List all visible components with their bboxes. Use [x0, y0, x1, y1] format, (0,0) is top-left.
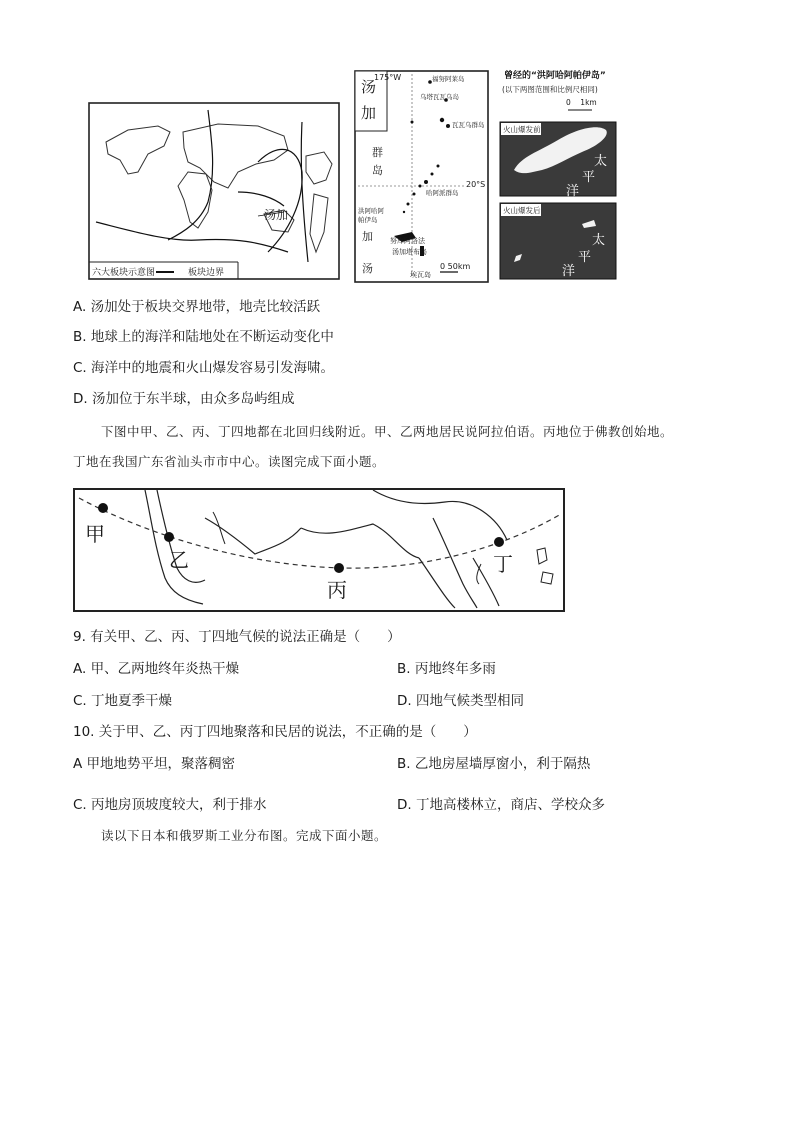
island-label: 瓦瓦乌群岛: [452, 121, 485, 129]
intro-line-1: 下图中甲、乙、丙、丁四地都在北回归线附近。甲、乙两地居民说阿拉伯语。丙地位于佛教创始地。: [101, 424, 674, 439]
option-d: D. 汤加位于东半球，由众多岛屿组成: [73, 391, 295, 407]
island-label: 乌塔瓦瓦乌岛: [420, 93, 459, 101]
option-c: C. 海洋中的地震和火山爆发容易引发海啸。: [73, 360, 335, 376]
ocean-char: 太: [594, 154, 608, 169]
world-map-legend: 板块边界: [188, 268, 225, 278]
inset-svg: [498, 66, 618, 284]
q9-stem: 9. 有关甲、乙、丙、丁四地气候的说法正确是（ ）: [73, 629, 401, 645]
q9-option-a: A. 甲、乙两地终年炎热干燥: [73, 661, 240, 677]
q9-option-d: D. 四地气候类型相同: [397, 693, 524, 709]
closing-paragraph: 读以下日本和俄罗斯工业分布图。完成下面小题。: [101, 828, 388, 843]
intro-line-2: 丁地在我国广东省汕头市市中心。读图完成下面小题。: [73, 454, 386, 469]
tonga-archipelago-map: [354, 70, 489, 283]
q10-option-d: D. 丁地高楼林立，商店、学校众多: [397, 797, 605, 813]
inset-subtitle: (以下两图范围和比例尺相同): [502, 85, 598, 94]
q10-stem: 10. 关于甲、乙、丙丁四地聚落和民居的说法，不正确的是（ ）: [73, 724, 477, 740]
tropic-map: [73, 488, 565, 612]
tonga-scale-label: 0 50km: [440, 262, 471, 271]
island-label: 埃瓦岛: [410, 271, 431, 279]
latitude-label: 20°S: [466, 180, 486, 189]
q10-option-a: A 甲地地势平坦，聚落稠密: [73, 756, 236, 772]
island-label: 福努阿莱岛: [432, 75, 465, 83]
ocean-char: 太: [592, 233, 606, 248]
world-plates-map-svg: [88, 102, 340, 280]
world-map-caption: 六大板块示意图: [92, 268, 156, 278]
before-label: 火山爆发前: [503, 125, 541, 134]
q9-option-c: C. 丁地夏季干燥: [73, 693, 173, 709]
side-label: 岛: [372, 164, 383, 177]
side-label: 加: [362, 230, 373, 243]
after-label: 火山爆发后: [503, 206, 541, 215]
world-plates-map: [88, 102, 340, 280]
label-ding: 丁: [493, 552, 513, 576]
option-b: B. 地球上的海洋和陆地处在不断运动变化中: [73, 329, 334, 345]
island-label: 洪阿哈阿帕伊岛: [358, 207, 384, 224]
tropic-map-svg: [73, 488, 565, 612]
inset-title: 曾经的“洪阿哈阿帕伊岛”: [504, 71, 606, 81]
ocean-char: 平: [578, 250, 592, 265]
longitude-label: 175°W: [374, 73, 402, 82]
label-yi: 乙: [169, 548, 189, 572]
side-label: 群: [372, 146, 383, 159]
tonga-map-title: 汤加: [361, 78, 377, 122]
ocean-char: 洋: [562, 264, 576, 279]
side-label: 汤: [362, 262, 373, 275]
inset-scale: 0 1km: [566, 98, 597, 107]
q10-option-c: C. 丙地房顶坡度较大，利于排水: [73, 797, 267, 813]
island-label: 努库阿洛法: [390, 237, 425, 245]
island-label: 汤加塔布岛: [392, 248, 427, 256]
ocean-char: 洋: [566, 184, 580, 199]
ocean-char: 平: [582, 170, 596, 185]
label-bing: 丙: [327, 578, 347, 602]
island-inset: [498, 66, 618, 284]
q9-option-b: B. 丙地终年多雨: [397, 661, 496, 677]
q10-option-b: B. 乙地房屋墙厚窗小，利于隔热: [397, 756, 591, 772]
option-a: A. 汤加处于板块交界地带，地壳比较活跃: [73, 299, 321, 315]
tonga-world-label: 汤加: [264, 208, 289, 222]
island-label: 哈阿派群岛: [426, 189, 459, 197]
label-jia: 甲: [85, 522, 105, 546]
